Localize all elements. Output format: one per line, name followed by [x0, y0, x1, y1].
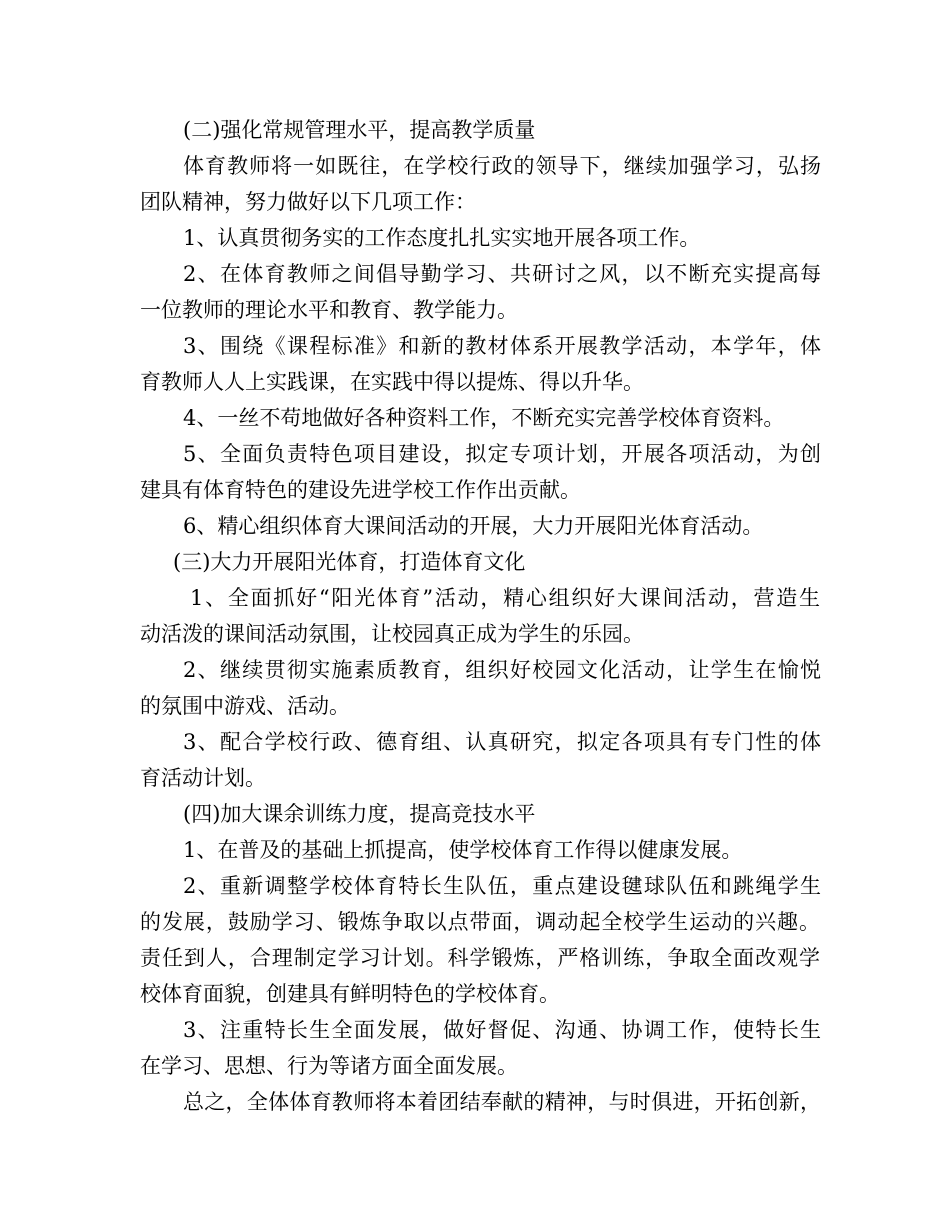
paragraph-line: 育教师人人上实践课，在实践中得以提炼、得以升华。 [140, 370, 644, 394]
paragraph-line: 建具有体育特色的建设先进学校工作作出贡献。 [140, 478, 581, 502]
section-heading-2: (二)强化常规管理水平，提高教学质量 [183, 118, 536, 142]
list-item-line: 5、全面负责特色项目建设，拟定专项计划，开展各项活动，为创 [183, 442, 821, 466]
list-item-line: 2、重新调整学校体育特长生队伍，重点建设毽球队伍和跳绳学生 [183, 874, 821, 898]
paragraph-line: 的发展，鼓励学习、锻炼争取以点带面，调动起全校学生运动的兴趣。 [140, 910, 820, 934]
list-item-line: 1、认真贯彻务实的工作态度扎扎实实地开展各项工作。 [183, 226, 701, 250]
paragraph-line: 育活动计划。 [140, 766, 266, 790]
list-item-line: 6、精心组织体育大课间活动的开展，大力开展阳光体育活动。 [183, 514, 764, 538]
list-item-line: 4、一丝不苟地做好各种资料工作，不断充实完善学校体育资料。 [183, 406, 785, 430]
list-item-line: 1、全面抓好“阳光体育”活动，精心组织好大课间活动，营造生 [190, 586, 820, 610]
section-heading-3: (三)大力开展阳光体育，打造体育文化 [173, 550, 526, 574]
paragraph-line: 在学习、思想、行为等诸方面全面发展。 [140, 1054, 518, 1078]
list-item-line: 3、配合学校行政、德育组、认真研究，拟定各项具有专门性的体 [183, 730, 821, 754]
list-item-line: 2、继续贯彻实施素质教育，组织好校园文化活动，让学生在愉悦 [183, 658, 821, 682]
paragraph-line: 责任到人，合理制定学习计划。科学锻炼，严格训练，争取全面改观学 [140, 946, 820, 970]
paragraph-line: 动活泼的课间活动氛围，让校园真正成为学生的乐园。 [140, 622, 644, 646]
list-item-line: 3、注重特长生全面发展，做好督促、沟通、协调工作，使特长生 [183, 1018, 821, 1042]
paragraph-line: 体育教师将一如既往，在学校行政的领导下，继续加强学习，弘扬 [183, 154, 821, 178]
paragraph-line: 的氛围中游戏、活动。 [140, 694, 350, 718]
paragraph-line: 总之，全体体育教师将本着团结奉献的精神，与时俱进，开拓创新， [183, 1090, 821, 1114]
list-item-line: 2、在体育教师之间倡导勤学习、共研讨之风，以不断充实提高每 [183, 262, 821, 286]
list-item-line: 1、在普及的基础上抓提高，使学校体育工作得以健康发展。 [183, 838, 743, 862]
paragraph-line: 校体育面貌，创建具有鲜明特色的学校体育。 [140, 982, 560, 1006]
list-item-line: 3、围绕《课程标准》和新的教材体系开展教学活动，本学年，体 [183, 334, 821, 358]
paragraph-line: 团队精神，努力做好以下几项工作： [140, 190, 476, 214]
paragraph-line: 一位教师的理论水平和教育、教学能力。 [140, 298, 518, 322]
section-heading-4: (四)加大课余训练力度，提高竞技水平 [183, 802, 536, 826]
